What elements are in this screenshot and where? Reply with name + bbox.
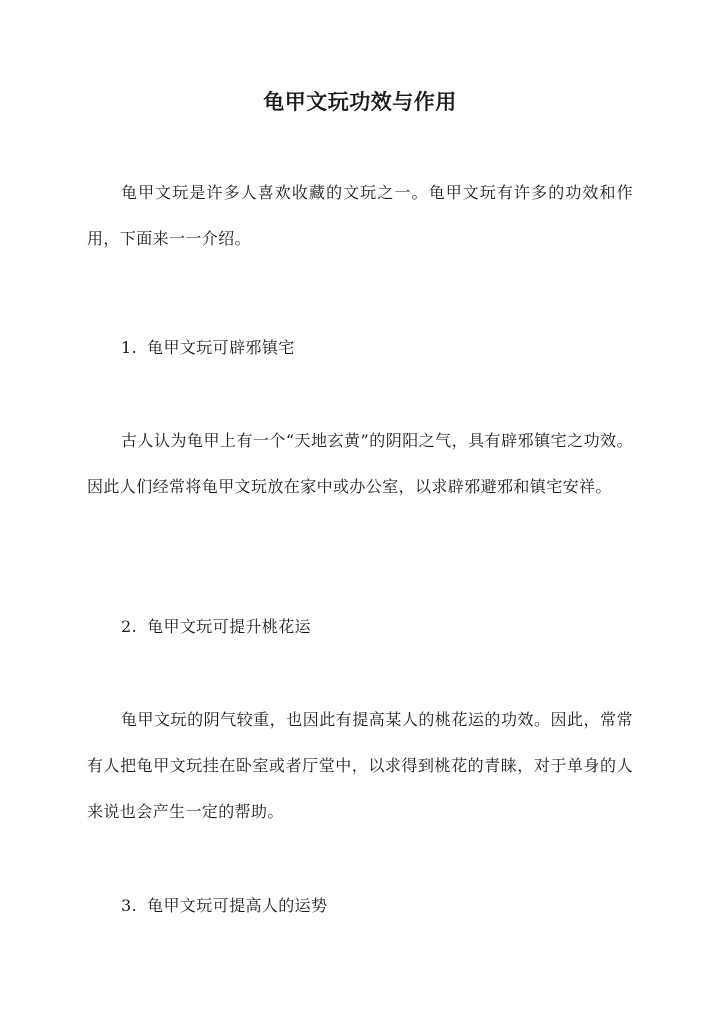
section-heading-text: 龟甲文玩可辟邪镇宅 [147, 338, 295, 357]
section-heading-text: 龟甲文玩可提高人的运势 [147, 896, 328, 915]
section-number: 3. [121, 896, 138, 915]
section-heading-2 [121, 615, 311, 639]
section-body-2: 龟甲文玩的阴气较重，也因此有提高某人的桃花运的功效。因此，常常有人把龟甲文玩挂在卧室或者厅堂中，以求得到桃花的青睐，对于单身的人来说也会产生一定的帮助。 [87, 710, 633, 821]
intro-paragraph: 龟甲文玩是许多人喜欢收藏的文玩之一。龟甲文玩有许多的功效和作用，下面来一一介绍。 [87, 183, 633, 248]
section-heading-3 [121, 894, 327, 918]
section-heading-text: 龟甲文玩可提升桃花运 [147, 617, 312, 636]
section-heading-1 [121, 336, 295, 360]
document-title: 龟甲文玩功效与作用 [263, 89, 457, 114]
section-number: 2. [121, 617, 138, 636]
section-number: 1. [121, 338, 138, 357]
section-body-1: 古人认为龟甲上有一个“天地玄黄”的阴阳之气，具有辟邪镇宅之功效。因此人们经常将龟甲文玩放在家中或办公室，以求辟邪避邪和镇宅安祥。 [87, 431, 633, 496]
